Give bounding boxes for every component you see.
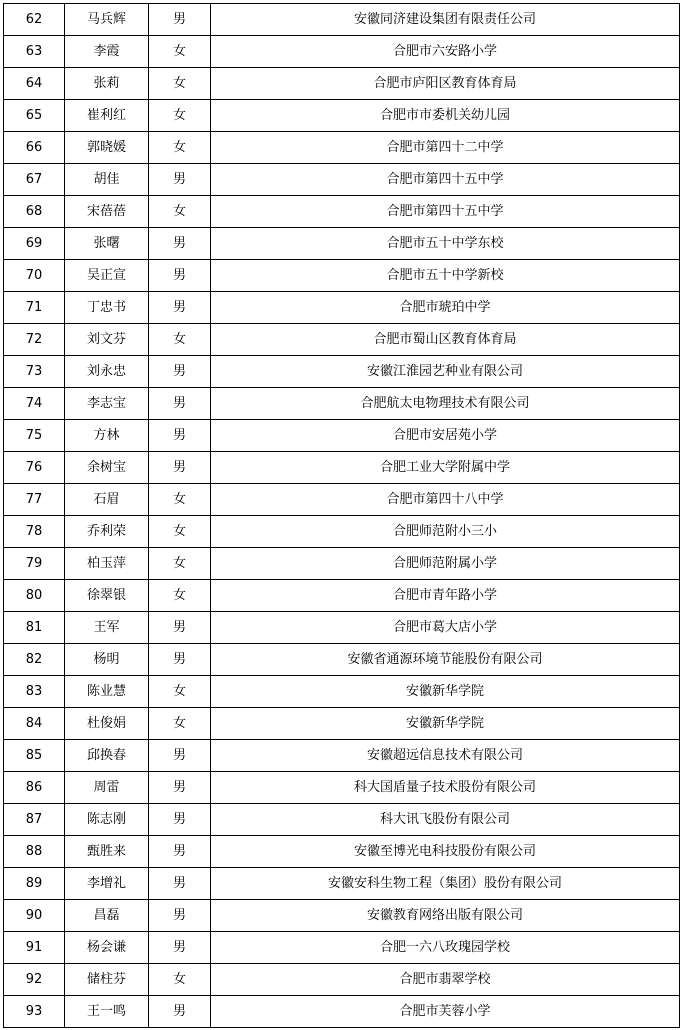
- table-row: [4, 676, 680, 708]
- table-row: [4, 196, 680, 228]
- table-row: [4, 132, 680, 164]
- organization-cell: 合肥市第四十八中学: [211, 484, 680, 516]
- row-number-cell: 63: [4, 36, 65, 68]
- name-cell: 丁忠书: [65, 292, 149, 324]
- table-row: [4, 932, 680, 964]
- table-row: [4, 548, 680, 580]
- row-number-cell: 66: [4, 132, 65, 164]
- organization-cell: 合肥市五十中学新校: [211, 260, 680, 292]
- roster-table: [3, 3, 680, 1028]
- row-number-cell: 83: [4, 676, 65, 708]
- name-cell: 柏玉萍: [65, 548, 149, 580]
- row-number-cell: 76: [4, 452, 65, 484]
- name-cell: 张曙: [65, 228, 149, 260]
- row-number-cell: 90: [4, 900, 65, 932]
- name-cell: 郭晓媛: [65, 132, 149, 164]
- row-number-cell: 64: [4, 68, 65, 100]
- table-row: [4, 804, 680, 836]
- gender-cell: 男: [149, 4, 211, 36]
- name-cell: 杨会谦: [65, 932, 149, 964]
- row-number-cell: 71: [4, 292, 65, 324]
- row-number-cell: 80: [4, 580, 65, 612]
- table-row: [4, 484, 680, 516]
- organization-cell: 合肥市安居苑小学: [211, 420, 680, 452]
- table-row: [4, 964, 680, 996]
- table-row: [4, 452, 680, 484]
- name-cell: 宋蓓蓓: [65, 196, 149, 228]
- name-cell: 乔利荣: [65, 516, 149, 548]
- name-cell: 胡佳: [65, 164, 149, 196]
- table-row: [4, 868, 680, 900]
- organization-cell: 安徽江淮园艺种业有限公司: [211, 356, 680, 388]
- name-cell: 邱换春: [65, 740, 149, 772]
- row-number-cell: 67: [4, 164, 65, 196]
- name-cell: 杜俊娟: [65, 708, 149, 740]
- table-row: [4, 4, 680, 36]
- organization-cell: 合肥市六安路小学: [211, 36, 680, 68]
- organization-cell: 安徽同济建设集团有限责任公司: [211, 4, 680, 36]
- gender-cell: 女: [149, 548, 211, 580]
- table-row: [4, 644, 680, 676]
- name-cell: 甄胜来: [65, 836, 149, 868]
- gender-cell: 男: [149, 772, 211, 804]
- gender-cell: 男: [149, 996, 211, 1028]
- row-number-cell: 82: [4, 644, 65, 676]
- table-row: [4, 772, 680, 804]
- name-cell: 昌磊: [65, 900, 149, 932]
- organization-cell: 合肥师范附小三小: [211, 516, 680, 548]
- row-number-cell: 70: [4, 260, 65, 292]
- row-number-cell: 65: [4, 100, 65, 132]
- organization-cell: 合肥一六八玫瑰园学校: [211, 932, 680, 964]
- gender-cell: 女: [149, 132, 211, 164]
- row-number-cell: 72: [4, 324, 65, 356]
- name-cell: 杨明: [65, 644, 149, 676]
- gender-cell: 男: [149, 900, 211, 932]
- name-cell: 崔利红: [65, 100, 149, 132]
- table-row: [4, 900, 680, 932]
- table-row: [4, 260, 680, 292]
- row-number-cell: 89: [4, 868, 65, 900]
- name-cell: 李志宝: [65, 388, 149, 420]
- organization-cell: 安徽省通源环境节能股份有限公司: [211, 644, 680, 676]
- organization-cell: 合肥市第四十五中学: [211, 196, 680, 228]
- name-cell: 方林: [65, 420, 149, 452]
- table-row: [4, 324, 680, 356]
- table-row: [4, 292, 680, 324]
- organization-cell: 合肥市第四十五中学: [211, 164, 680, 196]
- row-number-cell: 86: [4, 772, 65, 804]
- table-row: [4, 228, 680, 260]
- name-cell: 吴正宣: [65, 260, 149, 292]
- organization-cell: 安徽至博光电科技股份有限公司: [211, 836, 680, 868]
- row-number-cell: 93: [4, 996, 65, 1028]
- gender-cell: 男: [149, 804, 211, 836]
- name-cell: 王军: [65, 612, 149, 644]
- table-row: [4, 388, 680, 420]
- table-row: [4, 580, 680, 612]
- gender-cell: 女: [149, 516, 211, 548]
- row-number-cell: 84: [4, 708, 65, 740]
- gender-cell: 女: [149, 708, 211, 740]
- gender-cell: 男: [149, 228, 211, 260]
- name-cell: 李霞: [65, 36, 149, 68]
- organization-cell: 科大讯飞股份有限公司: [211, 804, 680, 836]
- name-cell: 余树宝: [65, 452, 149, 484]
- name-cell: 王一鸣: [65, 996, 149, 1028]
- gender-cell: 女: [149, 964, 211, 996]
- organization-cell: 合肥工业大学附属中学: [211, 452, 680, 484]
- organization-cell: 科大国盾量子技术股份有限公司: [211, 772, 680, 804]
- gender-cell: 女: [149, 324, 211, 356]
- gender-cell: 男: [149, 356, 211, 388]
- gender-cell: 男: [149, 452, 211, 484]
- organization-cell: 合肥市市委机关幼儿园: [211, 100, 680, 132]
- row-number-cell: 91: [4, 932, 65, 964]
- name-cell: 石眉: [65, 484, 149, 516]
- gender-cell: 男: [149, 740, 211, 772]
- gender-cell: 男: [149, 388, 211, 420]
- organization-cell: 合肥市庐阳区教育体育局: [211, 68, 680, 100]
- row-number-cell: 88: [4, 836, 65, 868]
- name-cell: 徐翠银: [65, 580, 149, 612]
- table-row: [4, 100, 680, 132]
- organization-cell: 合肥市葛大店小学: [211, 612, 680, 644]
- name-cell: 周雷: [65, 772, 149, 804]
- name-cell: 张莉: [65, 68, 149, 100]
- table-row: [4, 740, 680, 772]
- row-number-cell: 69: [4, 228, 65, 260]
- organization-cell: 安徽安科生物工程（集团）股份有限公司: [211, 868, 680, 900]
- organization-cell: 合肥航太电物理技术有限公司: [211, 388, 680, 420]
- gender-cell: 女: [149, 100, 211, 132]
- table-row: [4, 612, 680, 644]
- table-row: [4, 996, 680, 1028]
- row-number-cell: 73: [4, 356, 65, 388]
- organization-cell: 合肥市五十中学东校: [211, 228, 680, 260]
- row-number-cell: 92: [4, 964, 65, 996]
- row-number-cell: 62: [4, 4, 65, 36]
- organization-cell: 合肥市琥珀中学: [211, 292, 680, 324]
- gender-cell: 女: [149, 580, 211, 612]
- gender-cell: 男: [149, 420, 211, 452]
- table-row: [4, 36, 680, 68]
- gender-cell: 女: [149, 196, 211, 228]
- organization-cell: 合肥市蜀山区教育体育局: [211, 324, 680, 356]
- row-number-cell: 79: [4, 548, 65, 580]
- table-row: [4, 420, 680, 452]
- gender-cell: 女: [149, 676, 211, 708]
- gender-cell: 男: [149, 644, 211, 676]
- gender-cell: 男: [149, 836, 211, 868]
- row-number-cell: 74: [4, 388, 65, 420]
- table-row: [4, 164, 680, 196]
- gender-cell: 女: [149, 68, 211, 100]
- table-row: [4, 356, 680, 388]
- gender-cell: 男: [149, 932, 211, 964]
- row-number-cell: 81: [4, 612, 65, 644]
- gender-cell: 男: [149, 612, 211, 644]
- gender-cell: 男: [149, 164, 211, 196]
- name-cell: 陈志刚: [65, 804, 149, 836]
- organization-cell: 合肥市青年路小学: [211, 580, 680, 612]
- table-row: [4, 68, 680, 100]
- row-number-cell: 68: [4, 196, 65, 228]
- gender-cell: 男: [149, 292, 211, 324]
- row-number-cell: 85: [4, 740, 65, 772]
- row-number-cell: 75: [4, 420, 65, 452]
- organization-cell: 安徽教育网络出版有限公司: [211, 900, 680, 932]
- name-cell: 刘永忠: [65, 356, 149, 388]
- organization-cell: 合肥师范附属小学: [211, 548, 680, 580]
- organization-cell: 安徽新华学院: [211, 676, 680, 708]
- organization-cell: 安徽新华学院: [211, 708, 680, 740]
- organization-cell: 合肥市翡翠学校: [211, 964, 680, 996]
- organization-cell: 合肥市芙蓉小学: [211, 996, 680, 1028]
- organization-cell: 安徽超远信息技术有限公司: [211, 740, 680, 772]
- name-cell: 马兵辉: [65, 4, 149, 36]
- name-cell: 刘文芬: [65, 324, 149, 356]
- table-row: [4, 836, 680, 868]
- row-number-cell: 77: [4, 484, 65, 516]
- row-number-cell: 78: [4, 516, 65, 548]
- roster-body: [4, 4, 680, 1028]
- gender-cell: 女: [149, 36, 211, 68]
- gender-cell: 男: [149, 868, 211, 900]
- gender-cell: 男: [149, 260, 211, 292]
- organization-cell: 合肥市第四十二中学: [211, 132, 680, 164]
- gender-cell: 女: [149, 484, 211, 516]
- row-number-cell: 87: [4, 804, 65, 836]
- name-cell: 储柱芬: [65, 964, 149, 996]
- name-cell: 李增礼: [65, 868, 149, 900]
- table-row: [4, 708, 680, 740]
- table-row: [4, 516, 680, 548]
- name-cell: 陈业慧: [65, 676, 149, 708]
